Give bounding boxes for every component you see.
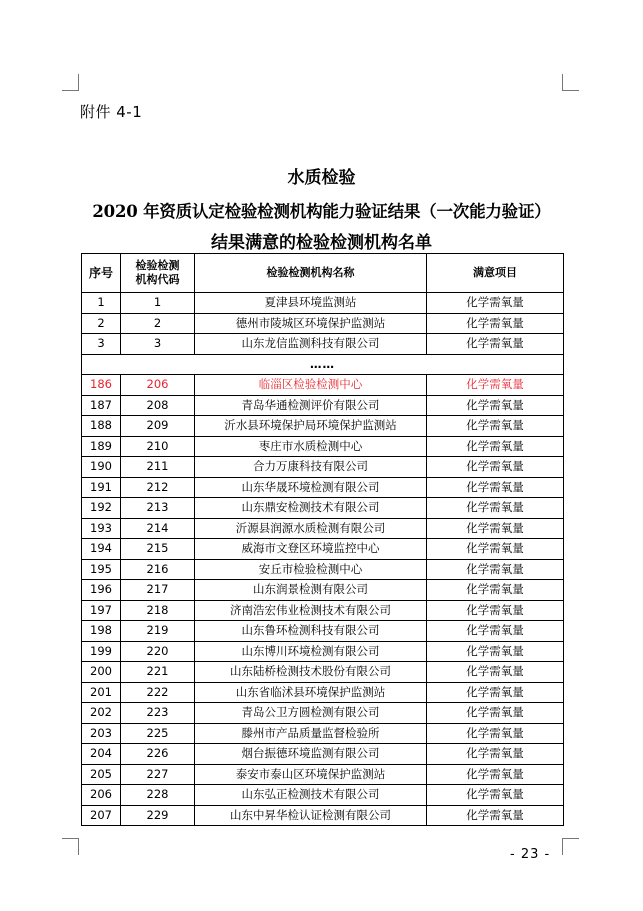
cell-name: 山东博川环境检测有限公司 <box>195 641 427 662</box>
cell-name: 沂源县润源水质检测有限公司 <box>195 518 427 539</box>
cell-code: 206 <box>121 375 195 396</box>
cell-index: 191 <box>82 477 121 498</box>
crop-mark-top-right <box>562 74 579 91</box>
table-row <box>82 682 564 703</box>
cell-code: 213 <box>121 498 195 519</box>
cell-code: 217 <box>121 580 195 601</box>
cell-name: 青岛华通检测评价有限公司 <box>195 395 427 416</box>
table-row <box>82 416 564 437</box>
cell-code: 219 <box>121 621 195 642</box>
table-row <box>82 805 564 826</box>
cell-name: 夏津县环境监测站 <box>195 293 427 314</box>
cell-item: 化学需氧量 <box>427 375 564 396</box>
cell-item: 化学需氧量 <box>427 662 564 683</box>
cell-index: 204 <box>82 744 121 765</box>
cell-code: 226 <box>121 744 195 765</box>
cell-code: 229 <box>121 805 195 826</box>
cell-index: 199 <box>82 641 121 662</box>
table-row <box>82 539 564 560</box>
cell-index: 2 <box>82 313 121 334</box>
cell-index: 198 <box>82 621 121 642</box>
cell-name: 泰安市泰山区环境保护监测站 <box>195 764 427 785</box>
cell-name: 济南浩宏伟业检测技术有限公司 <box>195 600 427 621</box>
cell-code: 3 <box>121 334 195 355</box>
table-row <box>82 744 564 765</box>
cell-code: 210 <box>121 436 195 457</box>
attachment-label: 附件 4-1 <box>80 103 143 121</box>
cell-item: 化学需氧量 <box>427 785 564 806</box>
cell-item: 化学需氧量 <box>427 313 564 334</box>
table-row <box>82 662 564 683</box>
cell-name: 安丘市检验检测中心 <box>195 559 427 580</box>
cell-item: 化学需氧量 <box>427 477 564 498</box>
cell-code: 227 <box>121 764 195 785</box>
cell-index: 205 <box>82 764 121 785</box>
table-row <box>82 785 564 806</box>
cell-index: 193 <box>82 518 121 539</box>
cell-name: 滕州市产品质量监督检验所 <box>195 723 427 744</box>
cell-index: 206 <box>82 785 121 806</box>
cell-code: 218 <box>121 600 195 621</box>
column-header-name: 检验检测机构名称 <box>195 254 427 293</box>
cell-item: 化学需氧量 <box>427 621 564 642</box>
cell-item: 化学需氧量 <box>427 293 564 314</box>
cell-item: 化学需氧量 <box>427 416 564 437</box>
page-number: - 23 - <box>510 847 551 862</box>
cell-code: 211 <box>121 457 195 478</box>
cell-index: 202 <box>82 703 121 724</box>
cell-name: 山东润景检测有限公司 <box>195 580 427 601</box>
cell-name: 沂水县环境保护局环境保护监测站 <box>195 416 427 437</box>
cell-index: 197 <box>82 600 121 621</box>
table-row <box>82 436 564 457</box>
cell-index: 207 <box>82 805 121 826</box>
ellipsis-cell: …… <box>82 354 564 375</box>
cell-index: 1 <box>82 293 121 314</box>
institution-table <box>81 253 564 826</box>
document-title: 水质检验 <box>287 168 356 188</box>
cell-item: 化学需氧量 <box>427 436 564 457</box>
cell-name: 山东弘正检测技术有限公司 <box>195 785 427 806</box>
table-row <box>82 518 564 539</box>
cell-index: 186 <box>82 375 121 396</box>
cell-code: 2 <box>121 313 195 334</box>
cell-index: 203 <box>82 723 121 744</box>
cell-item: 化学需氧量 <box>427 723 564 744</box>
cell-item: 化学需氧量 <box>427 457 564 478</box>
cell-item: 化学需氧量 <box>427 600 564 621</box>
cell-item: 化学需氧量 <box>427 641 564 662</box>
cell-index: 192 <box>82 498 121 519</box>
cell-name: 山东华晟环境检测有限公司 <box>195 477 427 498</box>
cell-code: 223 <box>121 703 195 724</box>
table-row <box>82 764 564 785</box>
cell-item: 化学需氧量 <box>427 703 564 724</box>
cell-item: 化学需氧量 <box>427 744 564 765</box>
cell-name: 德州市陵城区环境保护监测站 <box>195 313 427 334</box>
table-row <box>82 457 564 478</box>
cell-name: 威海市文登区环境监控中心 <box>195 539 427 560</box>
column-header-index: 序号 <box>82 254 121 293</box>
cell-index: 201 <box>82 682 121 703</box>
table-row <box>82 334 564 355</box>
cell-name: 枣庄市水质检测中心 <box>195 436 427 457</box>
document-list-title: 结果满意的检验检测机构名单 <box>211 233 432 253</box>
cell-name: 山东鼎安检测技术有限公司 <box>195 498 427 519</box>
cell-item: 化学需氧量 <box>427 539 564 560</box>
cell-name: 青岛公卫方圆检测有限公司 <box>195 703 427 724</box>
cell-name: 山东陆桥检测技术股份有限公司 <box>195 662 427 683</box>
cell-index: 187 <box>82 395 121 416</box>
cell-name: 合力万康科技有限公司 <box>195 457 427 478</box>
cell-code: 220 <box>121 641 195 662</box>
cell-item: 化学需氧量 <box>427 395 564 416</box>
cell-item: 化学需氧量 <box>427 764 564 785</box>
table-row <box>82 621 564 642</box>
cell-code: 215 <box>121 539 195 560</box>
crop-mark-top-left <box>62 74 79 91</box>
cell-code: 212 <box>121 477 195 498</box>
column-header-item: 满意项目 <box>427 254 564 293</box>
cell-index: 188 <box>82 416 121 437</box>
crop-mark-bottom-left <box>62 838 79 855</box>
cell-item: 化学需氧量 <box>427 518 564 539</box>
cell-index: 194 <box>82 539 121 560</box>
table-row <box>82 703 564 724</box>
column-header-code: 检验检测 机构代码 <box>121 254 195 293</box>
cell-name: 山东省临沭县环境保护监测站 <box>195 682 427 703</box>
cell-index: 200 <box>82 662 121 683</box>
crop-mark-bottom-right <box>562 838 579 855</box>
cell-item: 化学需氧量 <box>427 580 564 601</box>
table-row <box>82 559 564 580</box>
cell-name: 山东龙信监测科技有限公司 <box>195 334 427 355</box>
table-row <box>82 580 564 601</box>
document-subtitle: 2020 年资质认定检验检测机构能力验证结果（一次能力验证） <box>92 202 551 221</box>
cell-item: 化学需氧量 <box>427 498 564 519</box>
ellipsis-row <box>82 354 564 375</box>
table-row <box>82 313 564 334</box>
cell-code: 208 <box>121 395 195 416</box>
cell-code: 209 <box>121 416 195 437</box>
table-row <box>82 375 564 396</box>
cell-index: 196 <box>82 580 121 601</box>
cell-index: 3 <box>82 334 121 355</box>
cell-code: 222 <box>121 682 195 703</box>
table-row <box>82 641 564 662</box>
cell-item: 化学需氧量 <box>427 334 564 355</box>
table-row <box>82 498 564 519</box>
cell-code: 228 <box>121 785 195 806</box>
table-header-row <box>82 254 564 293</box>
cell-name: 山东中昇华检认证检测有限公司 <box>195 805 427 826</box>
cell-name: 烟台振德环境监测有限公司 <box>195 744 427 765</box>
table-row <box>82 395 564 416</box>
table-row <box>82 600 564 621</box>
cell-name: 山东鲁环检测科技有限公司 <box>195 621 427 642</box>
cell-index: 189 <box>82 436 121 457</box>
cell-code: 221 <box>121 662 195 683</box>
cell-item: 化学需氧量 <box>427 805 564 826</box>
cell-code: 214 <box>121 518 195 539</box>
cell-item: 化学需氧量 <box>427 682 564 703</box>
cell-index: 190 <box>82 457 121 478</box>
cell-code: 1 <box>121 293 195 314</box>
table-row <box>82 293 564 314</box>
cell-index: 195 <box>82 559 121 580</box>
cell-code: 225 <box>121 723 195 744</box>
cell-item: 化学需氧量 <box>427 559 564 580</box>
cell-code: 216 <box>121 559 195 580</box>
table-row <box>82 723 564 744</box>
cell-name: 临淄区检验检测中心 <box>195 375 427 396</box>
table-row <box>82 477 564 498</box>
